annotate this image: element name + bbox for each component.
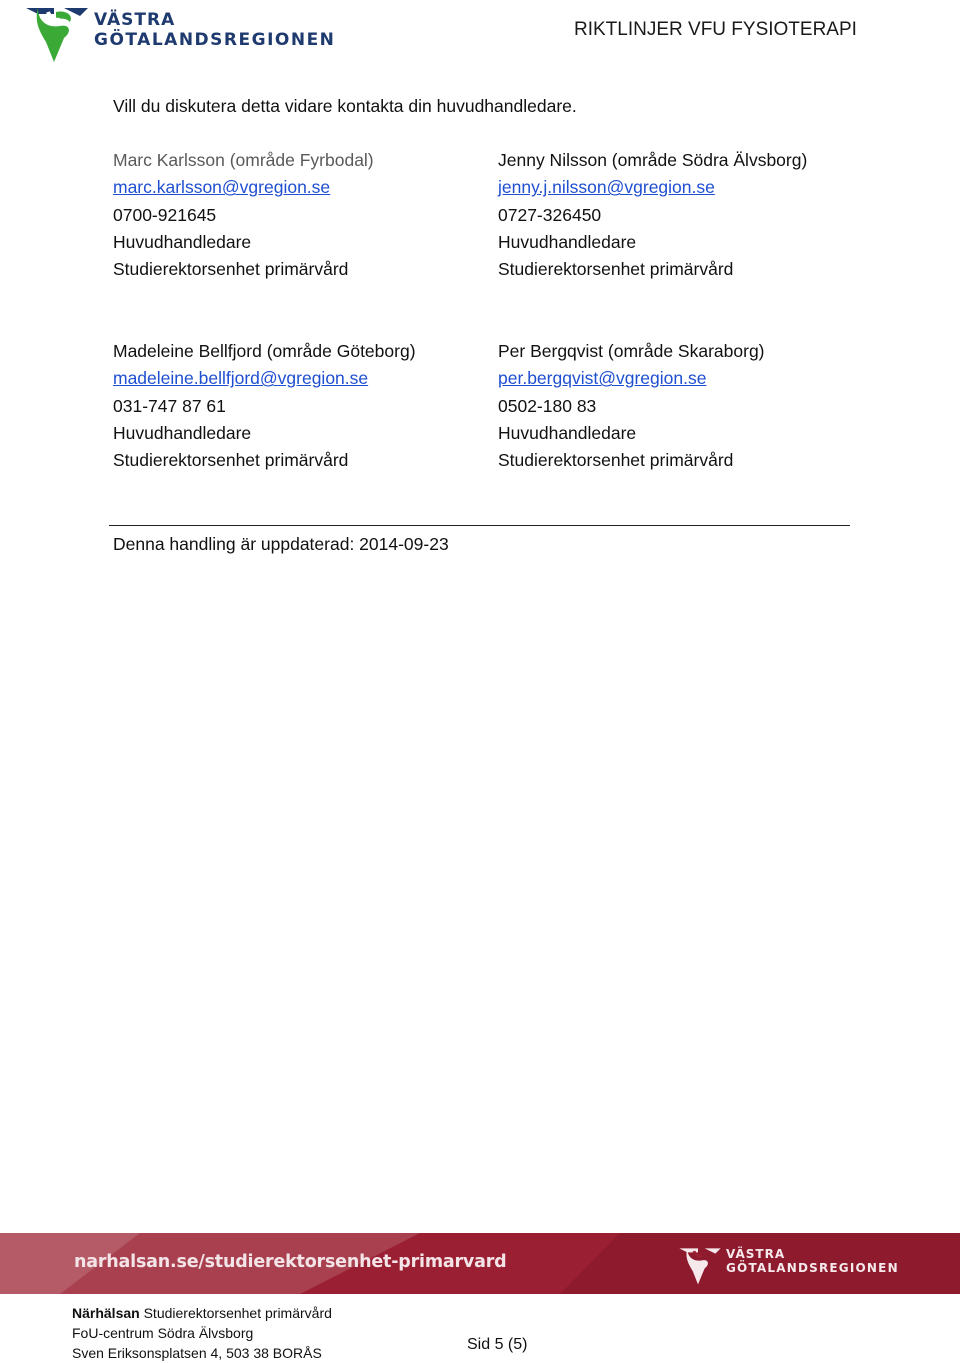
intro-text: Vill du diskutera detta vidare kontakta din huvudhandledare.	[113, 96, 577, 116]
contact-role: Huvudhandledare	[498, 231, 637, 252]
vgr-logo-mark-icon	[24, 2, 90, 64]
logo-line2: GÖTALANDSREGIONEN	[94, 30, 336, 50]
contact-unit: Studierektorsenhet primärvård	[113, 450, 349, 471]
updated-date: Denna handling är uppdaterad: 2014-09-23	[113, 534, 449, 554]
contact-name: Jenny Nilsson (område Södra Älvsborg)	[498, 150, 808, 170]
banner-logo-line1: VÄSTRA	[726, 1247, 786, 1261]
contact-email-link[interactable]: per.bergqvist@vgregion.se	[498, 368, 707, 389]
contact-card-sodra-alvsborg	[498, 147, 807, 283]
banner-url-link[interactable]: narhalsan.se/studierektorsenhet-primarvard	[74, 1252, 507, 1272]
contact-name: Madeleine Bellfjord (område Göteborg)	[113, 341, 416, 361]
contact-email-link[interactable]: marc.karlsson@vgregion.se	[113, 177, 331, 198]
contact-email-link[interactable]: jenny.j.nilsson@vgregion.se	[498, 177, 715, 198]
contact-email-link[interactable]: madeleine.bellfjord@vgregion.se	[113, 368, 369, 389]
contact-unit: Studierektorsenhet primärvård	[498, 450, 734, 471]
contact-role: Huvudhandledare	[498, 422, 637, 443]
contact-phone: 0502-180 83	[498, 395, 597, 416]
vgr-logo-mark-white-icon	[678, 1243, 722, 1287]
contact-unit: Studierektorsenhet primärvård	[498, 259, 734, 280]
contact-card-fyrbodal	[113, 147, 374, 283]
contact-phone: 0700-921645	[113, 204, 217, 225]
page-number: Sid 5 (5)	[467, 1336, 528, 1353]
footer-line3: Sven Eriksonsplatsen 4, 503 38 BORÅS	[72, 1345, 322, 1361]
vgr-logo	[24, 2, 336, 64]
contact-card-goteborg	[113, 338, 416, 474]
footer-address	[72, 1303, 332, 1363]
contact-unit: Studierektorsenhet primärvård	[113, 259, 349, 280]
banner-vgr-logo	[678, 1243, 898, 1287]
contact-role: Huvudhandledare	[113, 422, 252, 443]
footer-org-bold: Närhälsan	[72, 1305, 140, 1321]
footer-banner	[0, 1233, 960, 1294]
logo-line1: VÄSTRA	[94, 10, 176, 30]
document-title: RIKTLINJER VFU FYSIOTERAPI	[574, 19, 857, 40]
banner-logo-line2: GÖTALANDSREGIONEN	[726, 1261, 899, 1275]
contact-name: Marc Karlsson (område Fyrbodal)	[113, 150, 374, 170]
contact-phone: 031-747 87 61	[113, 395, 226, 416]
footer-line2: FoU-centrum Södra Älvsborg	[72, 1325, 254, 1341]
footer-org-rest: Studierektorsenhet primärvård	[143, 1305, 332, 1321]
contact-card-skaraborg	[498, 338, 765, 474]
divider-line	[109, 525, 850, 526]
contact-name: Per Bergqvist (område Skaraborg)	[498, 341, 765, 361]
contact-phone: 0727-326450	[498, 204, 602, 225]
contact-role: Huvudhandledare	[113, 231, 252, 252]
